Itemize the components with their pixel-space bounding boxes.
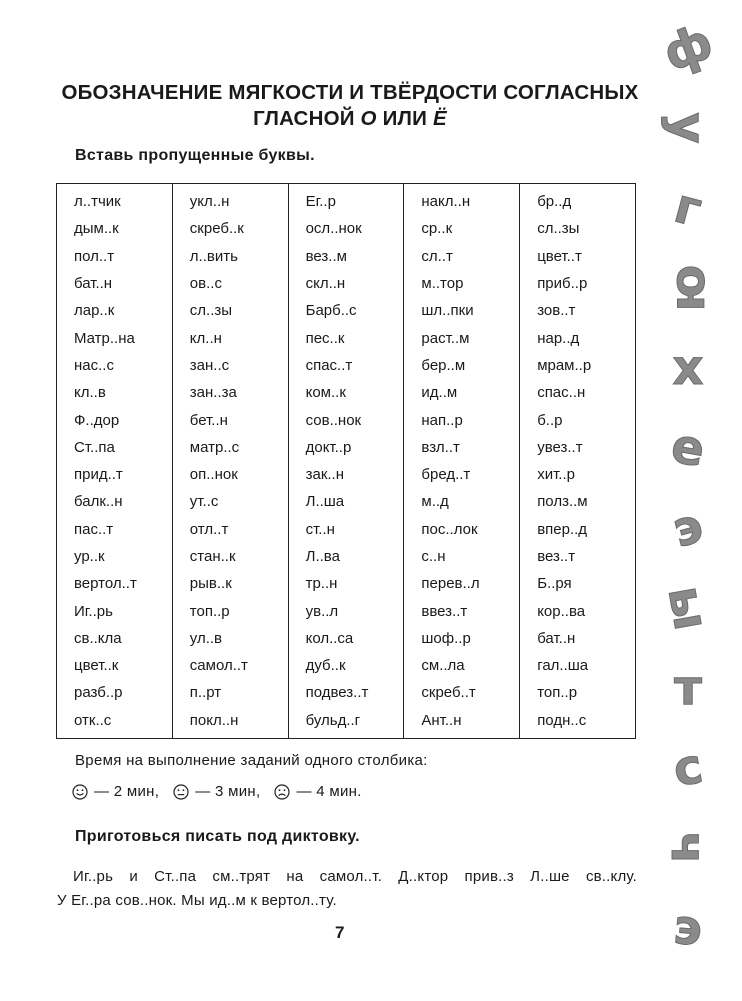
table-row <box>57 516 636 543</box>
table-row <box>57 215 636 242</box>
table-cell: бульд..г <box>288 707 404 739</box>
decorative-letter: ы <box>656 581 720 635</box>
table-cell: лар..к <box>57 297 173 324</box>
table-cell: спас..т <box>288 352 404 379</box>
decorative-letter: э <box>671 898 705 958</box>
smiley-neutral-icon <box>173 784 189 800</box>
title-conj: ИЛИ <box>376 107 433 130</box>
table-cell: накл..н <box>404 184 520 216</box>
table-cell: зан..с <box>172 352 288 379</box>
decorative-letter: э <box>667 497 709 559</box>
decorative-letter: т <box>674 660 702 716</box>
page-title <box>40 80 660 132</box>
table-cell: ур..к <box>57 543 173 570</box>
dictation-text <box>57 865 637 913</box>
table-row <box>57 625 636 652</box>
decorative-letter: ф <box>656 13 720 83</box>
table-cell: нар..д <box>520 324 636 351</box>
table-cell: дуб..к <box>288 652 404 679</box>
decorative-letter: у <box>660 112 716 144</box>
table-cell: ув..л <box>288 597 404 624</box>
word-table <box>56 183 636 739</box>
table-cell: л..тчик <box>57 184 173 216</box>
table-cell: рыв..к <box>172 570 288 597</box>
table-row <box>57 324 636 351</box>
table-row <box>57 543 636 570</box>
table-cell: тр..н <box>288 570 404 597</box>
title-line-2-prefix: ГЛАСНОЙ <box>253 107 361 130</box>
page-number: 7 <box>335 923 345 942</box>
table-cell: Иг..рь <box>57 597 173 624</box>
table-cell: укл..н <box>172 184 288 216</box>
table-cell: взл..т <box>404 434 520 461</box>
title-vowel-o: О <box>360 107 377 130</box>
table-row <box>57 379 636 406</box>
table-cell: ов..с <box>172 270 288 297</box>
table-cell: приб..р <box>520 270 636 297</box>
table-row <box>57 707 636 739</box>
table-cell: Ф..дор <box>57 406 173 433</box>
time-label: Время на выполнение заданий одного столбика: <box>75 752 428 769</box>
table-cell: оп..нок <box>172 461 288 488</box>
table-cell: Ег..р <box>288 184 404 216</box>
dictation-line-2: У Ег..ра сов..нок. Мы ид..м к вертол..ту. <box>57 892 337 909</box>
table-cell: раст..м <box>404 324 520 351</box>
title-vowel-yo: Ё <box>432 107 447 130</box>
table-cell: вертол..т <box>57 570 173 597</box>
table-cell: балк..н <box>57 488 173 515</box>
table-row <box>57 184 636 216</box>
table-cell: зак..н <box>288 461 404 488</box>
table-cell: кол..са <box>288 625 404 652</box>
table-cell: кл..в <box>57 379 173 406</box>
table-cell: впер..д <box>520 516 636 543</box>
table-cell: Барб..с <box>288 297 404 324</box>
table-cell: Л..ша <box>288 488 404 515</box>
time-sad: — 4 мин. <box>296 783 362 800</box>
table-cell: Ст..па <box>57 434 173 461</box>
table-cell: шоф..р <box>404 625 520 652</box>
table-cell: дым..к <box>57 215 173 242</box>
table-cell: Б..ря <box>520 570 636 597</box>
table-cell: осл..нок <box>288 215 404 242</box>
table-cell: вез..т <box>520 543 636 570</box>
table-cell: п..рт <box>172 679 288 706</box>
table-cell: сов..нок <box>288 406 404 433</box>
decorative-letter: г <box>668 177 708 239</box>
table-cell: ут..с <box>172 488 288 515</box>
decorative-letter: ю <box>660 264 716 312</box>
table-cell: скреб..т <box>404 679 520 706</box>
time-neutral: — 3 мин, <box>195 783 261 800</box>
task-instruction-1: Вставь пропущенные буквы. <box>75 147 315 164</box>
table-cell: скреб..к <box>172 215 288 242</box>
table-cell: цвет..т <box>520 243 636 270</box>
table-cell: увез..т <box>520 434 636 461</box>
table-row <box>57 406 636 433</box>
table-cell: Ант..н <box>404 707 520 739</box>
table-row <box>57 270 636 297</box>
smiley-happy-icon <box>72 784 88 800</box>
time-happy: — 2 мин, <box>94 783 160 800</box>
table-cell: бред..т <box>404 461 520 488</box>
table-cell: отк..с <box>57 707 173 739</box>
table-cell: сл..зы <box>172 297 288 324</box>
table-row <box>57 652 636 679</box>
table-cell: пас..т <box>57 516 173 543</box>
table-cell: пол..т <box>57 243 173 270</box>
table-cell: ид..м <box>404 379 520 406</box>
table-cell: подн..с <box>520 707 636 739</box>
table-cell: прид..т <box>57 461 173 488</box>
table-cell: отл..т <box>172 516 288 543</box>
table-cell: Матр..на <box>57 324 173 351</box>
table-cell: покл..н <box>172 707 288 739</box>
table-row <box>57 461 636 488</box>
table-cell: пес..к <box>288 324 404 351</box>
table-cell: б..р <box>520 406 636 433</box>
table-cell: матр..с <box>172 434 288 461</box>
table-cell: бр..д <box>520 184 636 216</box>
table-cell: вез..м <box>288 243 404 270</box>
table-cell: св..кла <box>57 625 173 652</box>
table-cell: цвет..к <box>57 652 173 679</box>
table-cell: кл..н <box>172 324 288 351</box>
table-cell: хит..р <box>520 461 636 488</box>
table-cell: бат..н <box>520 625 636 652</box>
table-cell: зан..за <box>172 379 288 406</box>
table-row <box>57 297 636 324</box>
table-cell: кор..ва <box>520 597 636 624</box>
table-cell: л..вить <box>172 243 288 270</box>
table-row <box>57 570 636 597</box>
table-cell: топ..р <box>172 597 288 624</box>
table-cell: м..тор <box>404 270 520 297</box>
table-cell: перев..л <box>404 570 520 597</box>
table-row <box>57 243 636 270</box>
table-cell: шл..пки <box>404 297 520 324</box>
table-cell: полз..м <box>520 488 636 515</box>
word-table-body <box>57 184 636 739</box>
table-cell: ст..н <box>288 516 404 543</box>
table-cell: мрам..р <box>520 352 636 379</box>
decorative-letter: е <box>667 417 709 479</box>
table-cell: докт..р <box>288 434 404 461</box>
decorative-letter: ч <box>660 831 716 865</box>
table-cell: нап..р <box>404 406 520 433</box>
table-row <box>57 679 636 706</box>
table-cell: скл..н <box>288 270 404 297</box>
task-instruction-2: Приготовься писать под диктовку. <box>75 828 360 845</box>
title-line-1: ОБОЗНАЧЕНИЕ МЯГКОСТИ И ТВЁРДОСТИ СОГЛАСНЫХ <box>61 81 639 104</box>
table-cell: бет..н <box>172 406 288 433</box>
decorative-letter: х <box>672 340 704 396</box>
table-cell: сл..зы <box>520 215 636 242</box>
table-row <box>57 597 636 624</box>
table-cell: ул..в <box>172 625 288 652</box>
table-cell: сл..т <box>404 243 520 270</box>
decorative-letter: с <box>669 737 707 799</box>
table-cell: бат..н <box>57 270 173 297</box>
table-cell: ком..к <box>288 379 404 406</box>
table-cell: гал..ша <box>520 652 636 679</box>
table-cell: спас..н <box>520 379 636 406</box>
table-cell: нас..с <box>57 352 173 379</box>
dictation-line-1: Иг..рь и Ст..па см..трят на самол..т. Д..ктор прив..з Л..ше св..клу. <box>73 868 637 885</box>
table-cell: зов..т <box>520 297 636 324</box>
decorative-letter-strip <box>648 13 728 995</box>
title-line-2 <box>40 106 660 132</box>
table-cell: с..н <box>404 543 520 570</box>
table-cell: стан..к <box>172 543 288 570</box>
table-cell: самол..т <box>172 652 288 679</box>
table-row <box>57 434 636 461</box>
table-cell: бер..м <box>404 352 520 379</box>
table-cell: см..ла <box>404 652 520 679</box>
time-legend <box>72 783 376 800</box>
table-cell: м..д <box>404 488 520 515</box>
table-cell: разб..р <box>57 679 173 706</box>
table-cell: ввез..т <box>404 597 520 624</box>
table-cell: ср..к <box>404 215 520 242</box>
table-cell: подвез..т <box>288 679 404 706</box>
table-cell: пос..лок <box>404 516 520 543</box>
table-row <box>57 488 636 515</box>
smiley-sad-icon <box>274 784 290 800</box>
table-row <box>57 352 636 379</box>
table-cell: Л..ва <box>288 543 404 570</box>
table-cell: топ..р <box>520 679 636 706</box>
